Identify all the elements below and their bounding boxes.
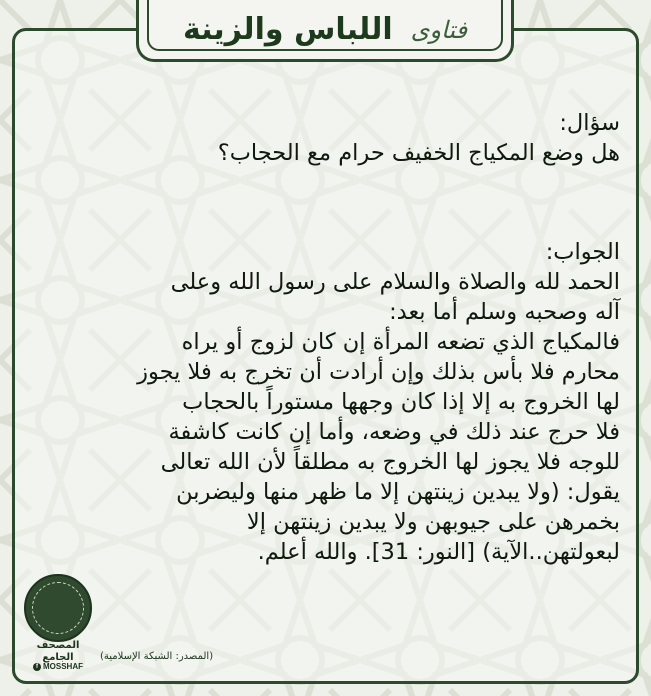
facebook-icon: f — [33, 663, 41, 671]
logo-name: المصحف الجامع — [36, 640, 80, 663]
question-text: هل وضع المكياج الخفيف حرام مع الحجاب؟ — [217, 140, 620, 166]
answer-line: يقول: (ولا يبدين زينتهن إلا ما ظهر منها وليضربن — [176, 479, 620, 505]
answer-line: لها الخروج به إلا إذا كان وجهها مستوراً بالحجاب — [182, 389, 620, 415]
question-label: سؤال: — [559, 110, 620, 136]
answer-line: لبعولتهن..الآية) [النور: 31]. والله أعلم. — [257, 539, 620, 565]
answer-line: الحمد لله والصلاة والسلام على رسول الله وعلى — [170, 269, 620, 295]
logo-emblem-icon — [24, 574, 92, 642]
mosshaf-logo — [22, 574, 94, 672]
answer-line: بخمرهن على جيوبهن ولا يبدين زينتهن إلا — [246, 509, 620, 535]
answer-line: فالمكياج الذي تضعه المرأة إن كان لزوج أو يراه — [181, 329, 620, 355]
header-banner — [136, 0, 514, 62]
source-credit: (المصدر: الشبكة الإسلامية) — [100, 651, 214, 662]
series-calligraphy: فتاوى — [410, 15, 468, 44]
answer-line: فلا حرج عند ذلك في وضعه، وأما إن كانت كاشفة — [168, 419, 620, 445]
answer-line: آله وصحبه وسلم أما بعد: — [389, 299, 620, 325]
answer-line: للوجه فلا يجوز لها الخروج به مطلقاً لأن الله تعالى — [160, 449, 620, 475]
logo-brand: f MOSSHAF — [26, 662, 90, 674]
answer-label: الجواب: — [545, 239, 620, 265]
fatwa-body — [30, 108, 620, 567]
page-title: اللباس والزينة — [182, 12, 393, 47]
answer-line: محارم فلا بأس بذلك وإن أرادت أن تخرج به فلا يجوز — [137, 359, 620, 385]
